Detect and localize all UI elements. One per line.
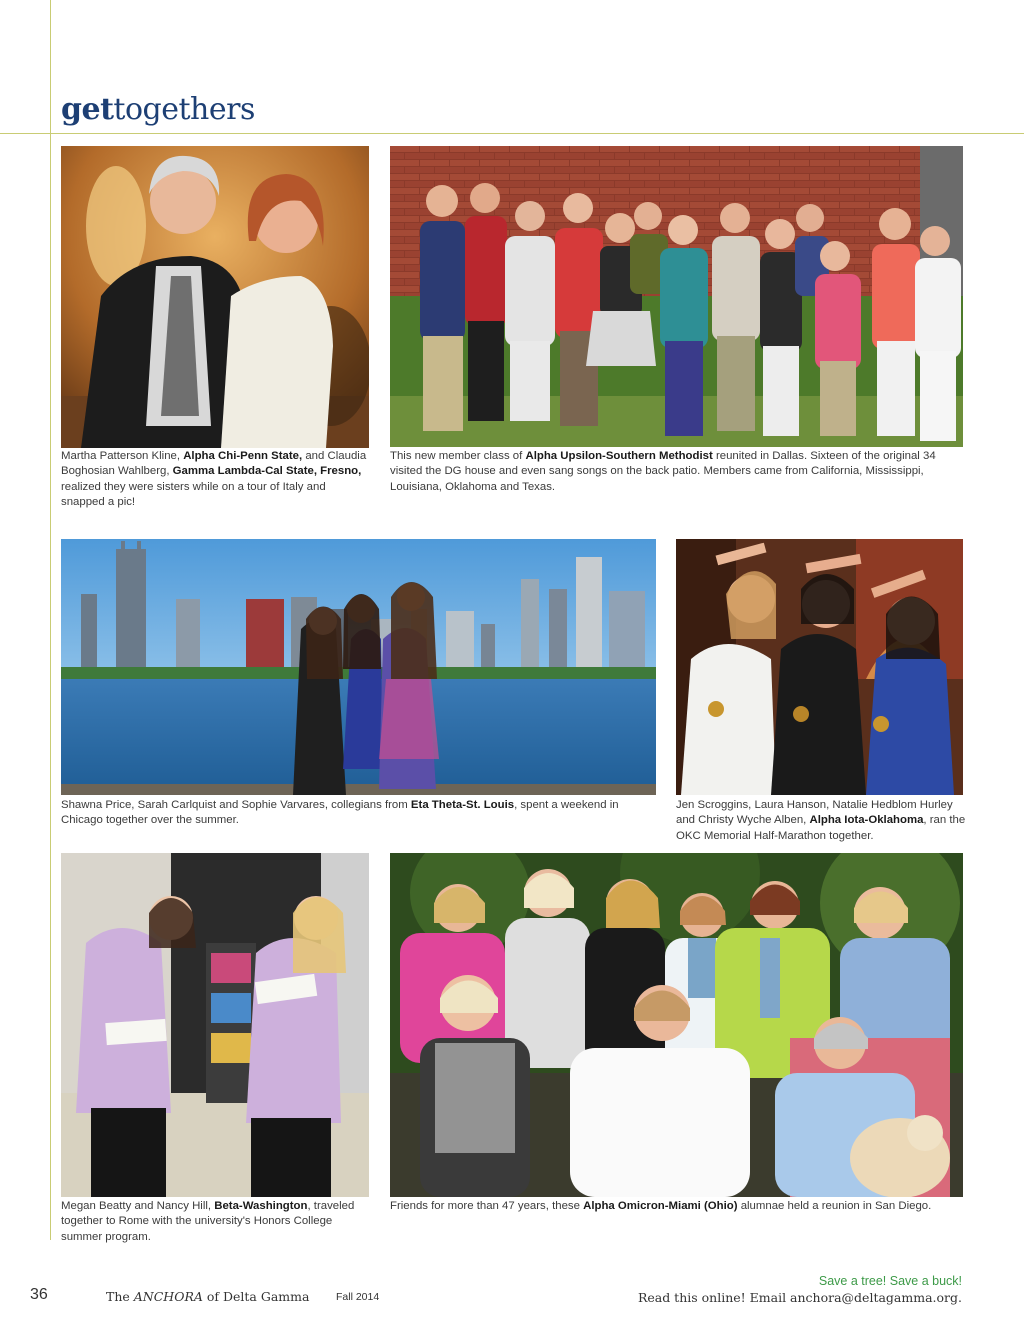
caption-san-diego <box>390 1199 960 1214</box>
page-number: 36 <box>30 1286 48 1303</box>
section-title-bold: get <box>61 92 114 127</box>
caption-text: reunited in Dallas. Sixteen of the original 34 visited the DG house and even sang songs on the back patio. Members came from California, Mississippi, Louisiana, Oklahoma and Texas. <box>390 450 936 493</box>
caption-text: alumnae held a reunion in San Diego. <box>737 1200 932 1212</box>
section-title-rest: togethers <box>113 92 255 127</box>
photo-san-diego-reunion <box>390 853 963 1197</box>
caption-chapter: Alpha Omicron-Miami (Ohio) <box>583 1200 738 1212</box>
publication-prefix: The <box>106 1289 134 1304</box>
caption-text: , ran the OKC Memorial Half-Marathon together. <box>676 814 966 842</box>
photo-dallas-reunion <box>390 146 963 447</box>
caption-text: Jen Scroggins, Laura Hanson, Natalie Hedblom Hurley and Christy Wyche Alben, <box>676 799 953 827</box>
caption-okc <box>676 798 968 844</box>
header-rule <box>0 133 1024 134</box>
caption-chapter: Alpha Upsilon-Southern Methodist <box>525 450 713 462</box>
photo-okc-marathon <box>676 539 963 795</box>
caption-chicago <box>61 798 631 829</box>
caption-chapter: Gamma Lambda-Cal State, Fresno, <box>172 465 362 478</box>
caption-chapter: Alpha Chi-Penn State, <box>183 450 303 462</box>
publication-suffix: of Delta Gamma <box>202 1289 310 1304</box>
caption-italy <box>61 449 371 511</box>
read-online-note: Read this online! Email anchora@deltagamma.org. <box>637 1290 962 1305</box>
save-a-tree-note: Save a tree! Save a buck! <box>818 1274 962 1288</box>
caption-text: , traveled together to Rome with the university's Honors College summer program. <box>61 1200 355 1243</box>
section-title <box>61 92 255 127</box>
photo-italy-restaurant <box>61 146 369 448</box>
caption-dallas <box>390 449 955 495</box>
caption-text: Martha Patterson Kline, <box>61 450 184 462</box>
caption-rome <box>61 1199 373 1245</box>
caption-text: Shawna Price, Sarah Carlquist and Sophie Varvares, collegians from <box>61 799 411 811</box>
photo-rome-honors <box>61 853 369 1197</box>
photo-chicago-skyline <box>61 539 656 795</box>
caption-text: and Claudia Boghosian Wahlberg, <box>61 450 367 478</box>
publication-name <box>106 1289 309 1304</box>
caption-chapter: Beta-Washington <box>214 1200 308 1212</box>
caption-text: This new member class of <box>390 450 526 462</box>
issue-label: Fall 2014 <box>336 1291 380 1303</box>
caption-text: Friends for more than 47 years, these <box>390 1200 584 1212</box>
caption-text: realized they were sisters while on a tour of Italy and snapped a pic! <box>61 480 326 509</box>
caption-text: Megan Beatty and Nancy Hill, <box>61 1200 215 1212</box>
margin-rule-vertical <box>50 0 51 1240</box>
caption-text: , spent a weekend in Chicago together over the summer. <box>61 799 619 827</box>
caption-chapter: Alpha Iota-Oklahoma <box>809 814 924 827</box>
caption-chapter: Eta Theta-St. Louis <box>410 799 515 811</box>
publication-title: ANCHORA <box>133 1289 203 1304</box>
